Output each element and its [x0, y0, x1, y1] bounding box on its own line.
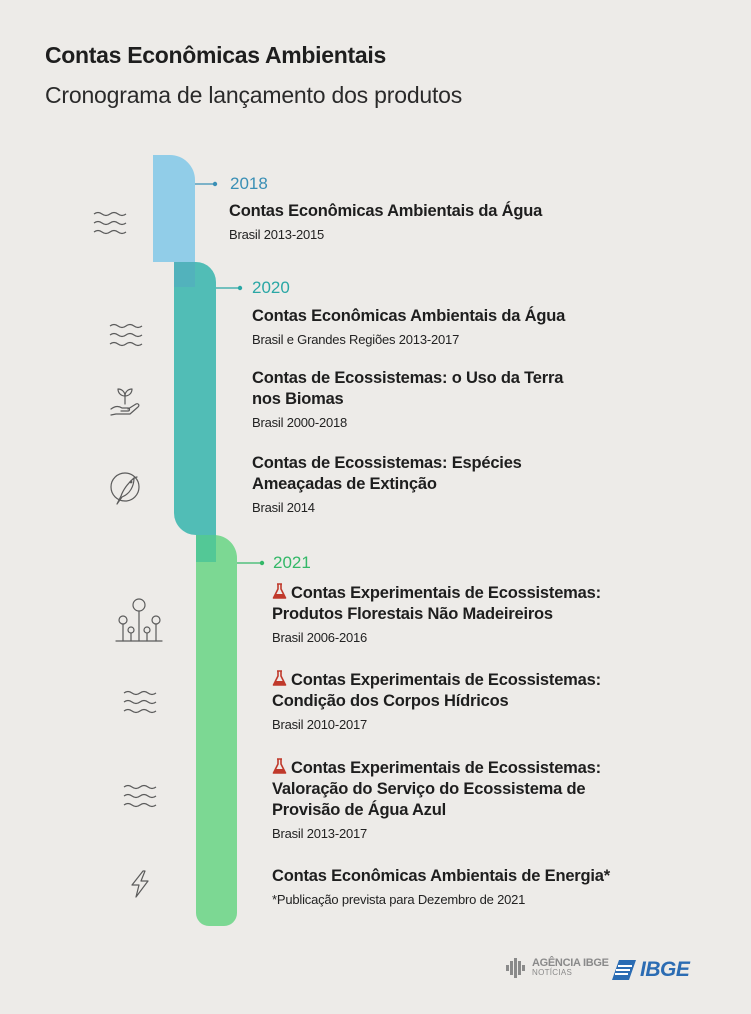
- entry-title: Contas de Ecossistemas: Espécies Ameaçadas de Extinção: [252, 454, 522, 493]
- ibge-logo: [611, 958, 689, 982]
- entry-title: Contas Econômicas Ambientais da Água: [252, 307, 566, 325]
- agencia-logo-line1: AGÊNCIA IBGE: [532, 957, 609, 969]
- entry-range: *Publicação prevista para Dezembro de 2021: [272, 892, 526, 907]
- entry-range: Brasil 2000-2018: [252, 415, 348, 430]
- sprout-hand-icon: [108, 384, 142, 418]
- entry-range: Brasil e Grandes Regiões 2013-2017: [252, 332, 460, 347]
- entry-florestais: [272, 583, 642, 645]
- bird-icon: [108, 470, 142, 510]
- entry-range: Brasil 2006-2016: [272, 630, 368, 645]
- entry-title: Contas Experimentais de Ecossistemas: Produtos Florestais Não Madeireiros: [272, 584, 601, 623]
- agencia-ibge-logo: [506, 957, 609, 979]
- trees-icon: [114, 597, 164, 643]
- page-subtitle: Cronograma de lançamento dos produtos: [45, 82, 463, 108]
- entry-title: Contas de Ecossistemas: o Uso da Terra nos Biomas: [252, 369, 564, 408]
- entry-title: Contas Experimentais de Ecossistemas: Valoração do Serviço do Ecossistema de Provisão de Água Azul: [272, 759, 601, 819]
- water-waves-icon: [123, 689, 157, 717]
- timeline-bar-2021: [196, 535, 237, 926]
- agencia-logo-line2: NOTÍCIAS: [532, 968, 573, 977]
- entry-range: Brasil 2013-2017: [272, 826, 368, 841]
- entry-title: Contas Experimentais de Ecossistemas: Condição dos Corpos Hídricos: [272, 671, 601, 710]
- year-2020-label: 2020: [252, 278, 290, 297]
- page-title: Contas Econômicas Ambientais: [45, 42, 386, 68]
- entry-agua-azul: [272, 758, 642, 841]
- flask-icon: [272, 583, 287, 600]
- water-waves-icon: [109, 322, 143, 350]
- ibge-logo-text: IBGE: [640, 958, 690, 981]
- water-waves-icon: [123, 783, 157, 811]
- entry-agua-2018: [229, 201, 589, 242]
- entry-agua-2020: [252, 306, 612, 347]
- flask-icon: [272, 758, 287, 775]
- year-2021-label: 2021: [273, 553, 311, 572]
- lightning-icon: [128, 870, 152, 898]
- timeline-overlap-2018-2020: [174, 262, 195, 287]
- entry-corpos-hidricos: [272, 670, 642, 732]
- agencia-ibge-mark-icon: [506, 957, 528, 979]
- timeline-overlap-2020-2021: [196, 535, 216, 562]
- year-2018-label: 2018: [230, 174, 268, 193]
- entry-range: Brasil 2014: [252, 500, 315, 515]
- entry-uso-terra: [252, 368, 592, 430]
- timeline-bar-2020: [174, 262, 216, 562]
- ibge-mark-icon: [611, 959, 637, 981]
- entry-especies: [252, 453, 572, 515]
- entry-range: Brasil 2013-2015: [229, 227, 325, 242]
- entry-title: Contas Econômicas Ambientais de Energia*: [272, 867, 610, 885]
- entry-energia: [272, 866, 672, 907]
- water-waves-icon: [93, 210, 127, 238]
- entry-title: Contas Econômicas Ambientais da Água: [229, 202, 543, 220]
- entry-range: Brasil 2010-2017: [272, 717, 368, 732]
- flask-icon: [272, 670, 287, 687]
